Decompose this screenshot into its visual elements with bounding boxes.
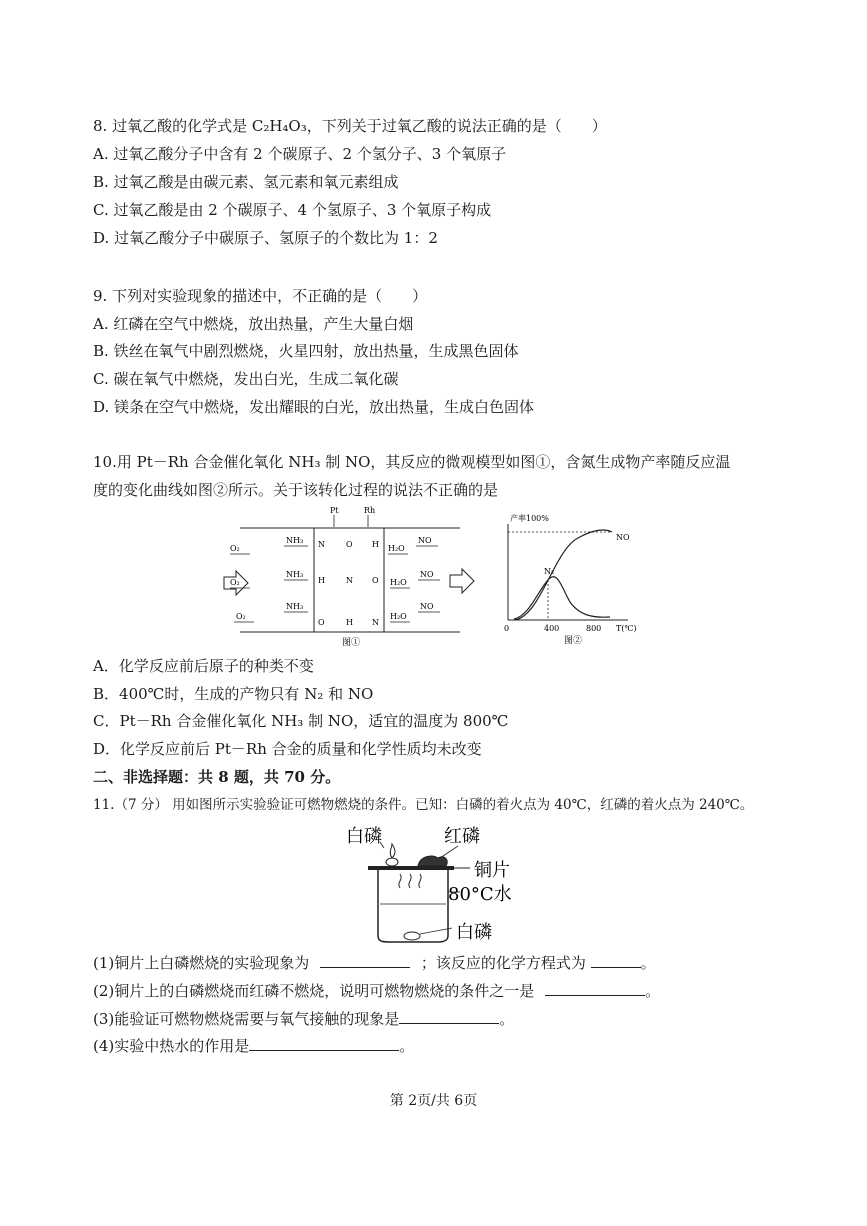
q11-sub4 [93,1036,414,1056]
tick-800: 800 [586,624,602,633]
q10-option-b: B．400℃时，生成的产物只有 N₂ 和 NO [93,685,374,703]
q10-stem-line2: 度的变化曲线如图②所示。关于该转化过程的说法不正确的是 [93,481,499,499]
atom-n-1: N [318,540,325,549]
beaker [378,870,448,942]
atom-h-1: H [372,540,379,549]
q8-stem: 8. 过氧乙酸的化学式是 C₂H₄O₃，下列关于过氧乙酸的说法正确的是（ ） [93,117,607,135]
atom-n-3: N [372,618,379,627]
label-copper: 铜片 [474,860,510,881]
product-h2o-3: H₂O [390,612,407,621]
q8-option-b: B. 过氧乙酸是由碳元素、氢元素和氧元素组成 [93,173,399,191]
q10-stem-line1: 10.用 Pt－Rh 合金催化氧化 NH₃ 制 NO，其反应的微观模型如图①，含氮生成物产率随反应温 [93,453,731,471]
q8-option-c: C. 过氧乙酸是由 2 个碳原子、4 个氢原子、3 个氧原子构成 [93,201,492,219]
label-red-p: 红磷 [444,826,480,847]
label-white-p-bottom: 白磷 [456,922,492,943]
catalyst-rh-label: Rh [364,506,376,515]
fig2-caption: 图② [564,636,583,646]
q11-sub1-text-b: ；该反应的化学方程式为 [420,954,586,972]
no-curve [514,530,612,620]
q11-sub1-text-c: 。 [640,954,656,972]
answer-blank-2[interactable] [545,981,645,996]
reactant-nh3-2: NH₃ [286,570,304,579]
q9-option-c: C. 碳在氧气中燃烧，发出白光，生成二氧化碳 [93,370,399,388]
q11-sub1-text-a: (1)铜片上白磷燃烧的实验现象为 [93,954,310,972]
q9-option-d: D. 镁条在空气中燃烧，发出耀眼的白光，放出热量，生成白色固体 [93,398,535,416]
label-water: 80°C水 [448,884,512,905]
q11-sub1 [93,953,656,973]
atom-h-3: H [346,618,353,627]
q11-stem: 11.（7 分） 用如图所示实验验证可燃物燃烧的条件。已知：白磷的着火点为 40℃，红磷的着火点为 240℃。 [93,797,754,813]
q10-option-c: C．Pt－Rh 合金催化氧化 NH₃ 制 NO，适宜的温度为 800℃ [93,712,509,730]
answer-blank-4[interactable] [249,1036,399,1051]
product-no-3: NO [420,602,434,611]
reactant-o2-1: O₂ [230,544,240,553]
atom-o-3: O [318,618,325,627]
fig2-ylabel: 产率100% [510,514,549,523]
series-n2-label: N₂ [544,567,555,576]
atom-h-2: H [318,576,325,585]
fig2-xlabel: T(℃) [616,624,637,633]
flame-icon [390,844,395,858]
n2-curve [514,577,610,619]
section-heading: 二、非选择题：共 8 题，共 70 分。 [93,768,341,786]
product-h2o-2: H₂O [390,578,407,587]
tick-0: 0 [504,624,510,633]
q10-option-a: A．化学反应前后原子的种类不变 [93,657,314,675]
q11-sub4-text-b: 。 [399,1037,415,1055]
reactant-o2-2: O₂ [230,578,240,587]
reactant-nh3-3: NH₃ [286,602,304,611]
reactant-o2-3: O₂ [236,612,246,621]
q8-option-a: A. 过氧乙酸分子中含有 2 个碳原子、2 个氢分子、3 个氧原子 [93,145,507,163]
page-footer: 第 2页/共 6页 [389,1093,478,1109]
fig1-caption: 图① [342,638,361,648]
output-arrow-icon [450,569,474,593]
series-no-label: NO [616,533,630,542]
product-no-2: NO [420,570,434,579]
q9-option-a: A. 红磷在空气中燃烧，放出热量，产生大量白烟 [93,315,414,333]
copper-plate [368,866,454,870]
q9-stem: 9. 下列对实验现象的描述中，不正确的是（ ） [93,287,428,305]
tick-400: 400 [544,624,560,633]
q11-sub2-text-a: (2)铜片上的白磷燃烧而红磷不燃烧，说明可燃物燃烧的条件之一是 [93,982,535,1000]
q8-option-d: D. 过氧乙酸分子中碳原子、氢原子的个数比为 1：2 [93,229,438,247]
atom-n-2: N [346,576,353,585]
reactant-nh3-1: NH₃ [286,536,304,545]
q10-option-d: D．化学反应前后 Pt－Rh 合金的质量和化学性质均未改变 [93,740,482,758]
q11-sub3-text-a: (3)能验证可燃物燃烧需要与氧气接触的现象是 [93,1010,400,1028]
answer-blank-1a[interactable] [320,953,410,968]
yield-curve-figure [500,510,660,648]
q11-sub2-text-b: 。 [645,982,661,1000]
product-no-1: NO [418,536,432,545]
atom-o-2: O [372,576,379,585]
product-h2o-1: H₂O [388,544,405,553]
q11-sub3 [93,1009,514,1029]
q11-sub2 [93,981,660,1001]
q11-sub4-text-a: (4)实验中热水的作用是 [93,1037,250,1055]
atom-o-1: O [346,540,353,549]
catalyst-pt-label: Pt [330,506,339,515]
q11-sub3-text-b: 。 [499,1010,515,1028]
combustion-apparatus-figure [340,818,540,953]
reaction-model-figure [222,505,484,650]
answer-blank-3[interactable] [399,1009,499,1024]
answer-blank-1b[interactable] [591,953,641,968]
label-white-p-top: 白磷 [346,826,382,847]
q9-option-b: B. 铁丝在氧气中剧烈燃烧，火星四射，放出热量，生成黑色固体 [93,342,519,360]
